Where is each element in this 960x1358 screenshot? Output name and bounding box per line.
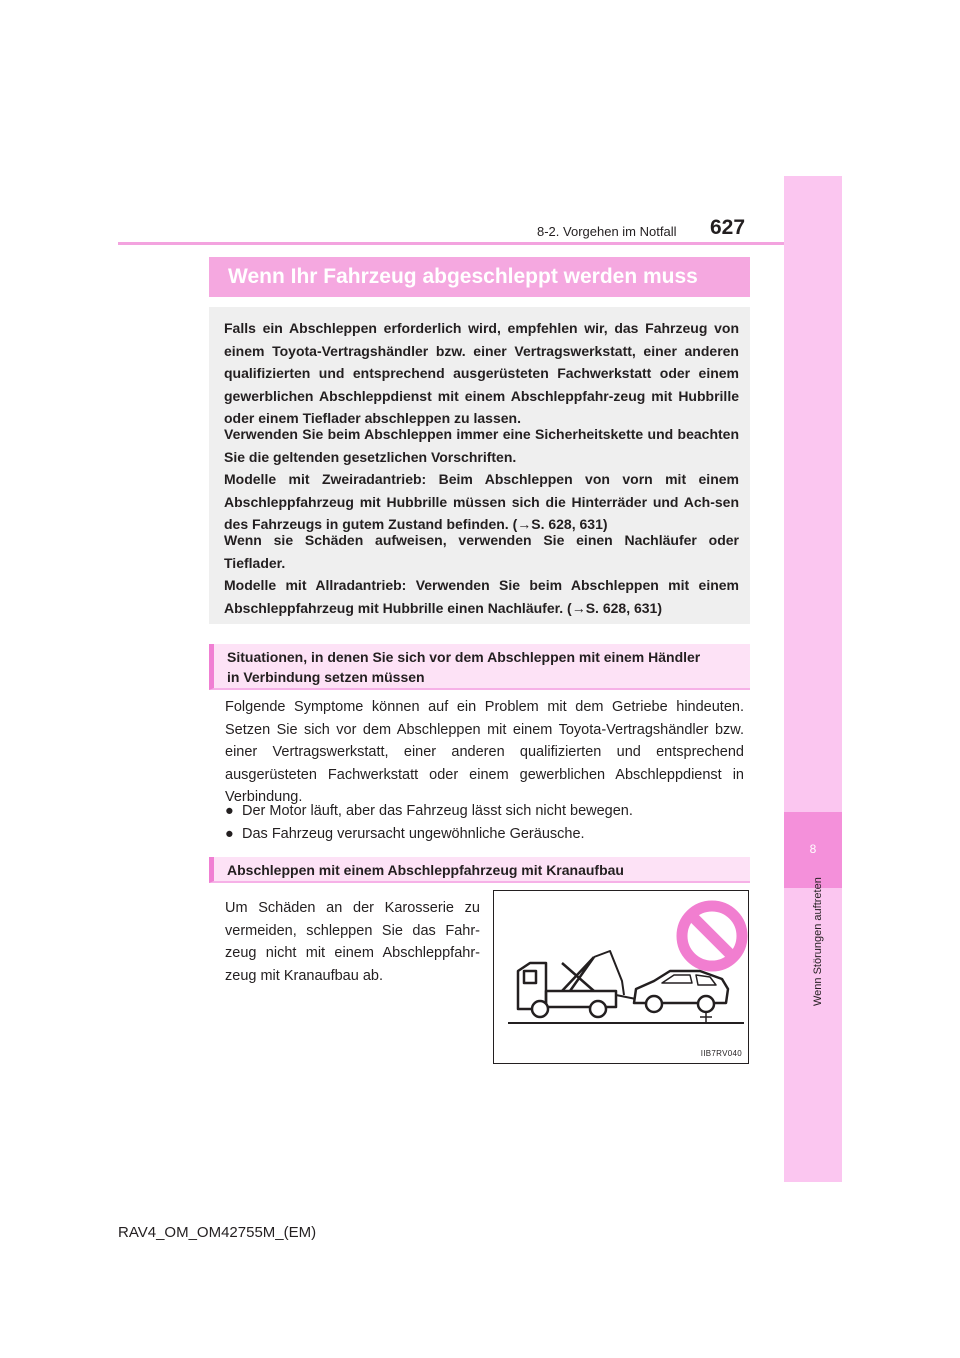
subheading-crane-tow xyxy=(209,857,750,883)
prohibited-icon xyxy=(682,906,742,966)
body-paragraph: Um Schäden an der Karosserie zu vermeiden, schleppen Sie das Fahr-zeug nicht mit einem Abschleppfahr-zeug mit Kranaufbau ab. xyxy=(225,900,480,984)
list-item-text: Der Motor läuft, aber das Fahrzeug lässt sich nicht bewegen. xyxy=(242,803,633,819)
info-paragraph: Verwenden Sie beim Abschleppen immer eine Sicherheitskette und beachten Sie die geltenden gesetzlichen Vorschriften. xyxy=(224,426,739,465)
subheading-line: Abschleppen mit einem Abschleppfahrzeug mit Kranaufbau xyxy=(227,862,624,878)
list-item-text: Das Fahrzeug verursacht ungewöhnliche Geräusche. xyxy=(242,826,585,842)
info-paragraph: Wenn sie Schäden aufweisen, verwenden Sie einen Nachläufer oder Tieflader. xyxy=(224,532,739,571)
figure-code: IIB7RV040 xyxy=(700,1049,742,1058)
chapter-side-tab xyxy=(784,176,842,1182)
crane-tow-prohibited-figure xyxy=(493,890,749,1064)
document-code: RAV4_OM_OM42755M_(EM) xyxy=(118,1224,317,1241)
page-number: 627 xyxy=(710,216,746,239)
subheading-line: Situationen, in denen Sie sich vor dem Abschleppen mit einem Händler xyxy=(227,649,701,665)
tow-truck-illustration xyxy=(494,891,748,1063)
chapter-label: Wenn Störungen auftreten xyxy=(812,877,824,1006)
list-item xyxy=(225,800,633,822)
chapter-number: 8 xyxy=(809,842,817,856)
page-title-banner xyxy=(209,257,750,297)
subheading-dealer-contact xyxy=(209,644,750,690)
subheading-line: in Verbindung setzen müssen xyxy=(227,669,425,685)
tow-truck-icon xyxy=(518,951,624,1017)
info-paragraph: Modelle mit Zweiradantrieb: Beim Abschleppen von vorn mit einem Abschleppfahrzeug mit Hubbrille müssen sich die Hinterräder und Ach-sen des Fahrzeugs in gutem Zustand befinden. (→S. 628, 631) xyxy=(224,471,739,532)
list-item xyxy=(225,823,585,845)
info-paragraph: Modelle mit Allradantrieb: Verwenden Sie beim Abschleppen mit einem Abschleppfahrzeug mit Hubbrille einen Nachläufer. (→S. 628, 631) xyxy=(224,577,739,616)
section-title: 8-2. Vorgehen im Notfall xyxy=(537,224,677,239)
info-paragraph: Falls ein Abschleppen erforderlich wird, empfehlen wir, das Fahrzeug von einem Toyota-Vertragshändler bzw. einer Vertragswerkstatt, einer anderen qualifizierten und entsprechend ausgerüsteten Fachwerkstatt oder einem gewerblichen Abschleppdienst mit einem Abschleppfahr-zeug mit Hubbrille oder einem Tieflader abschleppen zu lassen. xyxy=(224,320,739,426)
suv-icon xyxy=(634,971,728,1023)
page-title: Wenn Ihr Fahrzeug abgeschleppt werden muss xyxy=(228,265,698,288)
bullet-dot: ● xyxy=(225,826,234,842)
body-paragraph: Folgende Symptome können auf ein Problem mit dem Getriebe hindeuten. Setzen Sie sich vor dem Abschleppen mit einem Toyota-Vertragshändler bzw. einer Vertragswerkstatt, einer anderen qualifizierten und entsprechend ausgerüsteten Fachwerkstatt oder einem gewerblichen Abschleppdienst in Verbindung. xyxy=(225,699,744,805)
info-box xyxy=(209,307,750,624)
header-rule xyxy=(118,242,784,245)
bullet-dot: ● xyxy=(225,803,234,819)
